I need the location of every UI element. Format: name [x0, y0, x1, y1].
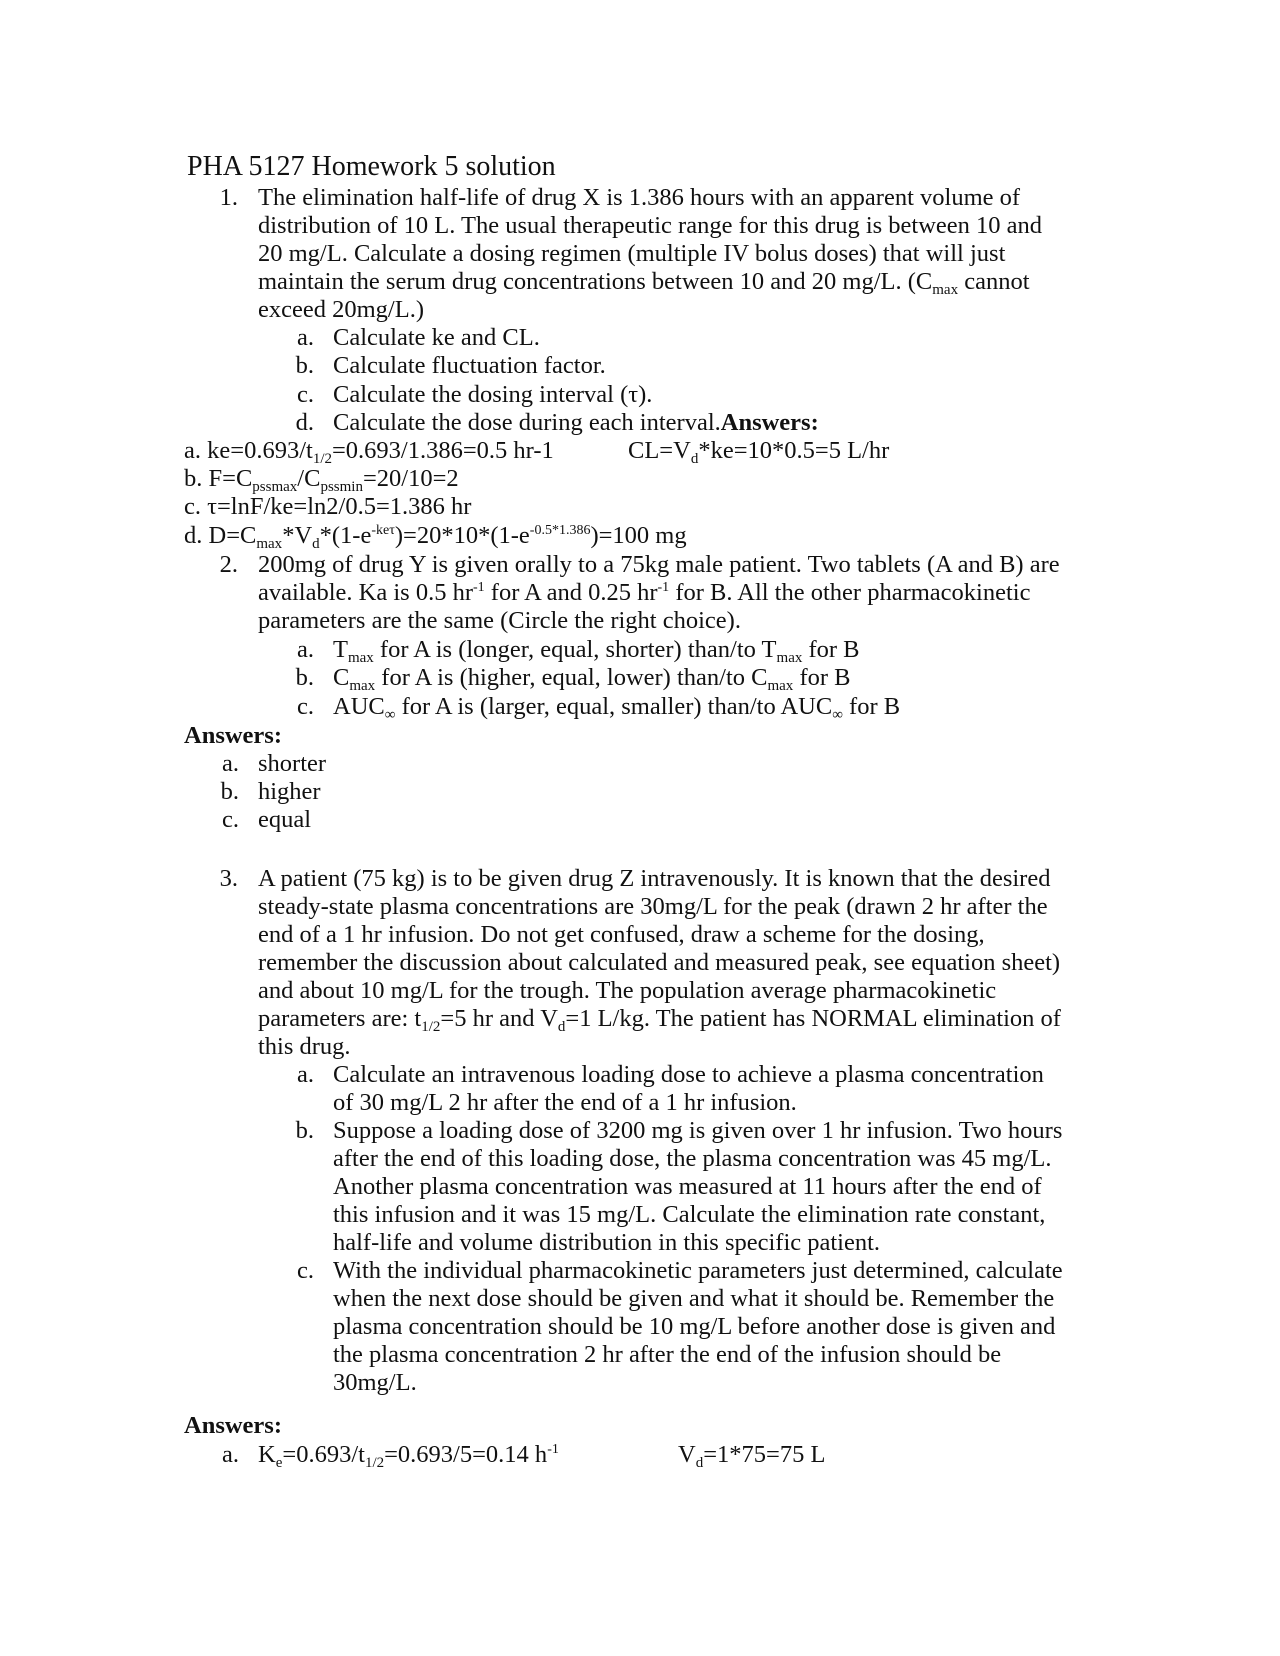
sub-question-text: Calculate the dosing interval (τ).: [333, 381, 653, 408]
sub-question-letter: b.: [295, 664, 314, 691]
sub-question-text: Suppose a loading dose of 3200 mg is given over 1 hr infusion. Two hours: [333, 1117, 1063, 1144]
answer-line: $CL=V_d*ke=10*0.5=5$ L/hr: [628, 437, 890, 467]
answer-line: $V_d=1*75=75$ L: [678, 1441, 826, 1471]
sub-question-text: Calculate ke and CL.: [333, 324, 540, 351]
question-text-line: parameters are the same (Circle the right choice).: [258, 607, 741, 634]
sub-question-text: $AUC_\infty$ for A is (larger, equal, smaller) than/to $AUC_\infty$ for B: [333, 693, 901, 723]
sub-question-letter: c.: [297, 1257, 314, 1284]
answer-line: b. $F=C_{pssmax}/C_{pssmin}=20/10=2$: [184, 465, 459, 495]
answer-line: d. $D=C_{max}*V_d*(1-e^{-ke\tau})=20*10*(1-e^{-0.5*1.386})=100$ mg: [184, 522, 687, 552]
sub-question-text: Calculate an intravenous loading dose to achieve a plasma concentration: [333, 1061, 1044, 1088]
question-text-line: parameters are: $t_{1/2}=5$ hr and $V_d=1$ L/kg. The patient has NORMAL elimination of: [258, 1005, 1061, 1035]
answer-text: equal: [258, 806, 312, 833]
question-text-line: distribution of 10 L. The usual therapeutic range for this drug is between 10 and: [258, 212, 1043, 239]
answer-letter: c.: [222, 806, 239, 833]
answer-letter: a.: [222, 750, 239, 777]
question-text-line: end of a 1 hr infusion. Do not get confused, draw a scheme for the dosing,: [258, 921, 985, 948]
question-text-line: 20 mg/L. Calculate a dosing regimen (multiple IV bolus doses) that will just: [258, 240, 1006, 267]
sub-question-text: when the next dose should be given and what it should be. Remember the: [333, 1285, 1055, 1312]
question-text-line: exceed 20mg/L.): [258, 296, 424, 323]
sub-question-text: Calculate fluctuation factor.: [333, 352, 606, 379]
question-text-line: The elimination half-life of drug X is 1.386 hours with an apparent volume of: [258, 184, 1021, 211]
sub-question-letter: b.: [295, 1117, 314, 1144]
answer-letter: b.: [220, 778, 239, 805]
question-text-line: 200mg of drug Y is given orally to a 75kg male patient. Two tablets (A and B) are: [258, 551, 1060, 578]
answer-line: c. τ=lnF/ke=ln2/0.5=1.386 hr: [184, 493, 472, 520]
sub-question-letter: a.: [297, 636, 314, 663]
question-text-line: and about 10 mg/L for the trough. The population average pharmacokinetic: [258, 977, 997, 1004]
question-number: 3.: [219, 865, 238, 892]
sub-question-letter: a.: [297, 324, 314, 351]
page-title: PHA 5127 Homework 5 solution: [187, 151, 556, 182]
sub-question-text: this infusion and it was 15 mg/L. Calculate the elimination rate constant,: [333, 1201, 1046, 1228]
sub-question-letter: b.: [295, 352, 314, 379]
answer-text: shorter: [258, 750, 327, 777]
answer-text: higher: [258, 778, 321, 805]
sub-question-text: of 30 mg/L 2 hr after the end of a 1 hr infusion.: [333, 1089, 797, 1116]
question-text-line: A patient (75 kg) is to be given drug Z intravenously. It is known that the desired: [258, 865, 1051, 892]
sub-question-letter: d.: [295, 409, 314, 436]
question-text-line: this drug.: [258, 1033, 351, 1060]
question-text-line: available. Ka is 0.5 $hr^{-1}$ for A and 0.25 $hr^{-1}$ for B. All the other pharmacokinetic: [258, 579, 1031, 606]
answers-label: Answers:: [720, 409, 819, 436]
question-text-line: maintain the serum drug concentrations between 10 and 20 mg/L. ($C_{max}$ cannot: [258, 268, 1030, 298]
sub-question-text: 30mg/L.: [333, 1369, 417, 1396]
answers-label: Answers:: [184, 1412, 282, 1439]
sub-question-text: $C_{max}$ for A is (higher, equal, lower) than/to $C_{max}$ for B: [333, 664, 851, 694]
question-text-line: remember the discussion about calculated and measured peak, see equation sheet): [258, 949, 1061, 976]
sub-question-text: $T_{max}$ for A is (longer, equal, shorter) than/to $T_{max}$ for B: [333, 636, 860, 666]
answer-letter: a.: [222, 1441, 239, 1468]
answer-line: $K_e=0.693/t_{1/2}=0.693/5=0.14$ $h^{-1}$: [258, 1441, 559, 1471]
sub-question-letter: a.: [297, 1061, 314, 1088]
sub-question-text: the plasma concentration 2 hr after the end of the infusion should be: [333, 1341, 1002, 1368]
sub-question-text: half-life and volume distribution in this specific patient.: [333, 1229, 881, 1256]
sub-question-text: Another plasma concentration was measured at 11 hours after the end of: [333, 1173, 1042, 1200]
answers-label: Answers:: [184, 722, 282, 749]
sub-question-text: With the individual pharmacokinetic parameters just determined, calculate: [333, 1257, 1063, 1284]
sub-question-letter: c.: [297, 693, 314, 720]
sub-question-text: plasma concentration should be 10 mg/L before another dose is given and: [333, 1313, 1056, 1340]
question-number: 1.: [219, 184, 238, 211]
answer-line: a. $ke=0.693/t_{1/2}=0.693/1.386=0.5$ hr-1: [184, 437, 554, 467]
sub-question-text: after the end of this loading dose, the plasma concentration was 45 mg/L.: [333, 1145, 1052, 1172]
sub-question-letter: c.: [297, 381, 314, 408]
question-number: 2.: [219, 551, 238, 578]
question-text-line: steady-state plasma concentrations are 30mg/L for the peak (drawn 2 hr after the: [258, 893, 1048, 920]
sub-question-text: Calculate the dose during each interval.Answers:: [333, 409, 819, 436]
